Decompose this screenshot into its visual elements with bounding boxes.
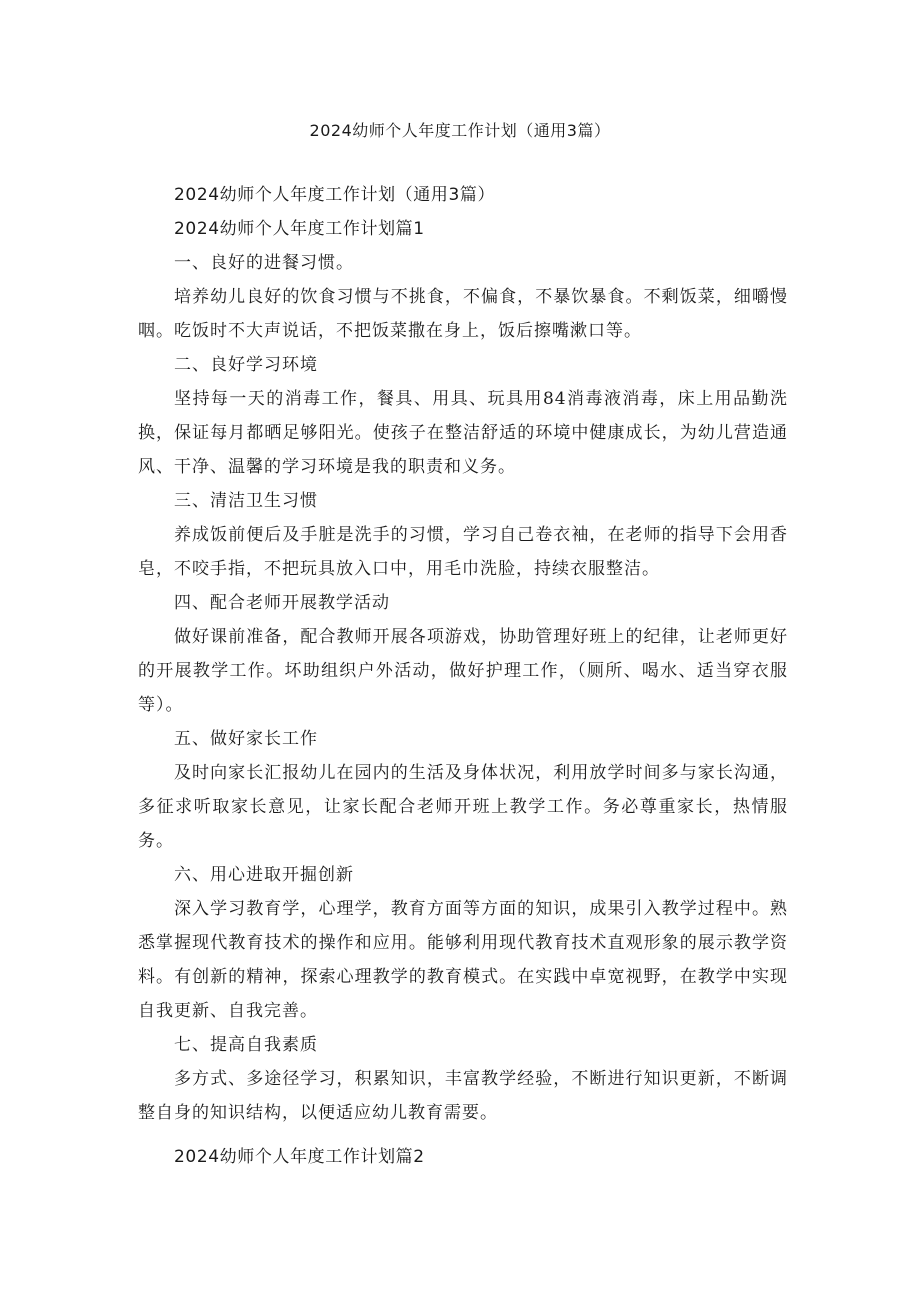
section-6-body: 深入学习教育学，心理学，教育方面等方面的知识，成果引入教学过程中。熟悉掌握现代教育技术的操作和应用。能够利用现代教育技术直观形象的展示教学资料。有创新的精神，探索心理教学的教育模式。在实践中卓宽视野，在教学中实现自我更新、自我完善。 <box>138 899 788 1021</box>
section-5-body: 及时向家长汇报幼儿在园内的生活及身体状况，利用放学时间多与家长沟通，多征求听取家长意见，让家长配合老师开班上教学工作。务必尊重家长，热情服务。 <box>138 763 788 851</box>
section-2-body: 坚持每一天的消毒工作，餐具、用具、玩具用84消毒液消毒，床上用品勤洗换，保证每月都晒足够阳光。使孩子在整洁舒适的环境中健康成长，为幼儿营造通风、干净、温馨的学习环境是我的职责和义务。 <box>138 389 788 477</box>
section-1-body: 培养幼儿良好的饮食习惯与不挑食，不偏食，不暴饮暴食。不剩饭菜，细嚼慢咽。吃饭时不大声说话，不把饭菜撒在身上，饭后擦嘴漱口等。 <box>138 287 788 341</box>
document-body <box>138 178 788 1174</box>
document-subtitle: 2024幼师个人年度工作计划（通用3篇） <box>174 185 496 205</box>
section-2-heading: 二、良好学习环境 <box>174 355 318 375</box>
part2-heading: 2024幼师个人年度工作计划篇2 <box>174 1147 425 1167</box>
document-title: 2024幼师个人年度工作计划（通用3篇） <box>309 121 611 140</box>
section-4-heading: 四、配合老师开展教学活动 <box>174 593 390 613</box>
section-7-heading: 七、提高自我素质 <box>174 1035 318 1055</box>
section-4-body: 做好课前准备，配合教师开展各项游戏，协助管理好班上的纪律，让老师更好的开展教学工作。坏助组织户外活动，做好护理工作，（厕所、喝水、适当穿衣服等）。 <box>138 627 788 715</box>
part1-heading: 2024幼师个人年度工作计划篇1 <box>174 219 425 239</box>
section-7-body: 多方式、多途径学习，积累知识，丰富教学经验，不断进行知识更新，不断调整自身的知识结构，以便适应幼儿教育需要。 <box>138 1069 788 1123</box>
section-1-heading: 一、良好的进餐习惯。 <box>174 253 354 273</box>
section-3-heading: 三、清洁卫生习惯 <box>174 491 318 511</box>
section-6-heading: 六、用心进取开掘创新 <box>174 865 354 885</box>
section-5-heading: 五、做好家长工作 <box>174 729 318 749</box>
section-3-body: 养成饭前便后及手脏是洗手的习惯，学习自己卷衣袖，在老师的指导下会用香皂，不咬手指，不把玩具放入口中，用毛巾洗脸，持续衣服整洁。 <box>138 525 788 579</box>
